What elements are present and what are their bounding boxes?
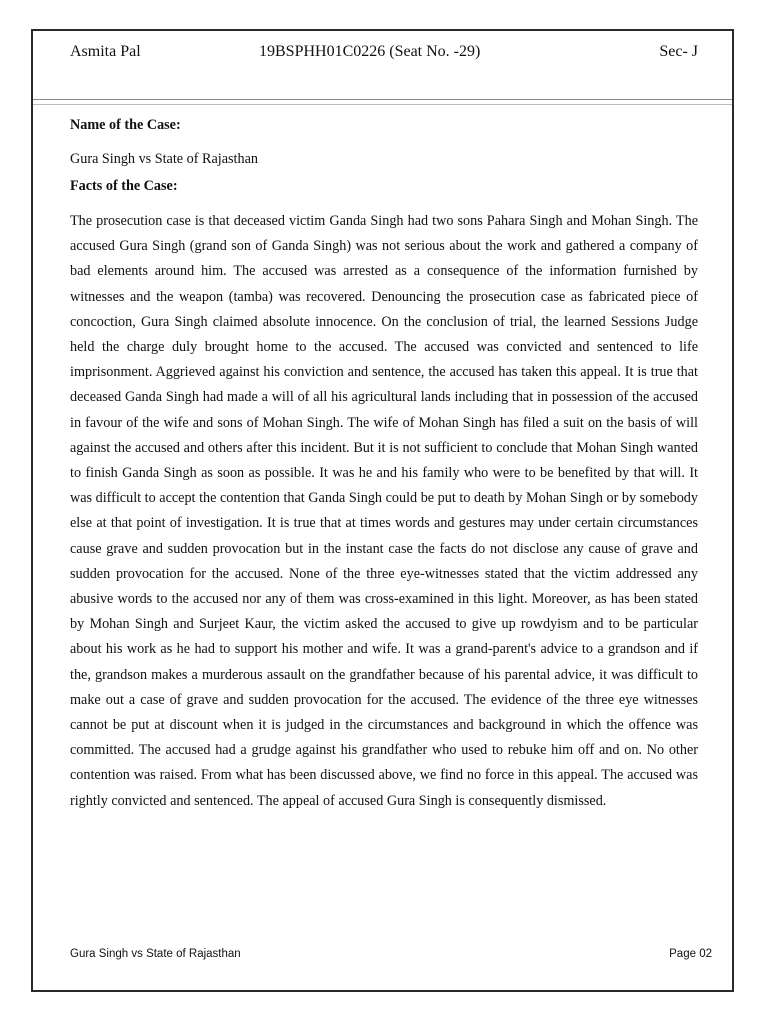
roll-number: 19BSPHH01C0226 (Seat No. -29)	[259, 43, 481, 60]
facts-heading: Facts of the Case:	[70, 178, 178, 194]
case-name: Gura Singh vs State of Rajasthan	[70, 151, 258, 167]
header-divider-secondary	[33, 104, 732, 105]
footer-case-title: Gura Singh vs State of Rajasthan	[70, 948, 241, 960]
facts-paragraph: The prosecution case is that deceased victim Ganda Singh had two sons Pahara Singh and Mohan Singh. The accused Gura Singh (grand son of Ganda Singh) was not serious about the work and gathered a company of bad elements around him. The accused was arrested as a consequence of the information furnished by witnesses and the weapon (tamba) was recovered. Denouncing the prosecution case as fabricated piece of concoction, Gura Singh claimed absolute innocence. On the conclusion of trial, the learned Sessions Judge held the charge duly brought home to the accused. The accused was convicted and sentenced to life imprisonment. Aggrieved against his conviction and sentence, the accused has taken this appeal. It is true that deceased Ganda Singh had made a will of all his agricultural lands including that in possession of the accused in favour of the wife and sons of Mohan Singh. The wife of Mohan Singh has filed a suit on the basis of will against the accused and others after this incident. But it is not sufficient to conclude that Mohan Singh wanted to finish Ganda Singh as soon as possible. It was he and his family who were to be benefited by that will. It was difficult to accept the contention that Ganda Singh could be put to death by Mohan Singh or by somebody else at that point of investigation. It is true that at times words and gestures may under certain circumstances cause grave and sudden provocation but in the instant case the facts do not disclose any cause of grave and sudden provocation for the accused. None of the three eye-witnesses stated that the victim addressed any abusive words to the accused nor any of them was cross-examined in this light. Moreover, as has been stated by Mohan Singh and Surjeet Kaur, the victim asked the accused to give up rowdyism and to be particular about his work as he had to support his mother and wife. It was a grand-parent's advice to a grandson and if the, grandson makes a murderous assault on the grandfather because of his parental advice, it was difficult to make out a case of grave and sudden provocation for the accused. The evidence of the three eye witnesses cannot be put at discount when it is judged in the circumstances and background in which the offence was committed. The accused had a grudge against his grandfather who used to rebuke him off and on. No other contention was raised. From what has been discussed above, we find no force in this appeal. The accused was rightly convicted and sentenced. The appeal of accused Gura Singh is consequently dismissed.	[70, 213, 698, 809]
header-divider	[33, 99, 732, 100]
page-number: Page 02	[669, 948, 712, 960]
document-body	[70, 116, 698, 814]
student-name: Asmita Pal	[70, 43, 141, 60]
page-header	[70, 43, 698, 65]
section-label: Sec- J	[659, 43, 698, 60]
case-name-heading: Name of the Case:	[70, 117, 181, 133]
